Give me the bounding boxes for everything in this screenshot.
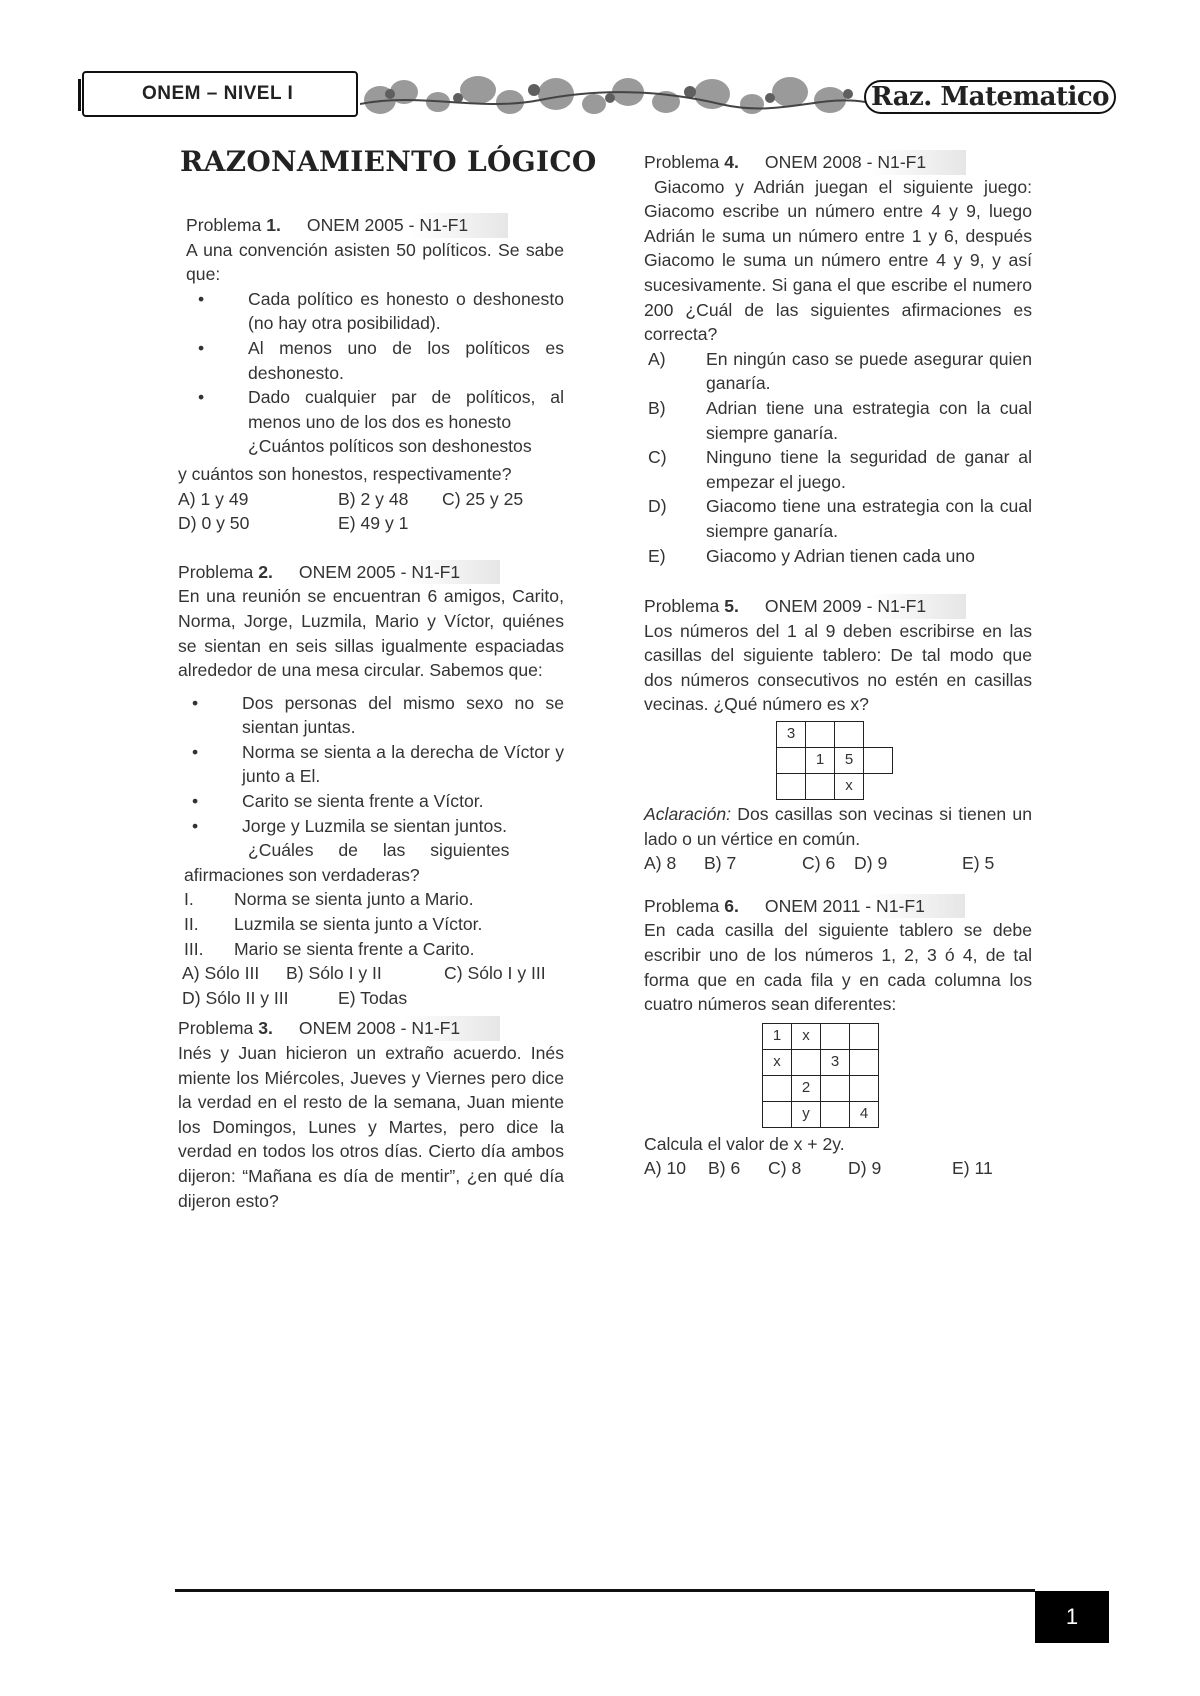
board-cell <box>850 1023 879 1049</box>
leaf-vine-decoration <box>360 64 865 128</box>
problem-4 <box>644 150 1032 568</box>
board-cell <box>763 1075 792 1101</box>
page-number: 1 <box>1035 1591 1109 1643</box>
problem-2-options: A) Sólo III B) Sólo I y II C) Sólo I y III <box>182 963 546 984</box>
problem-2 <box>178 560 564 1011</box>
header-section-label <box>82 71 358 117</box>
problem-5-note: Aclaración: Dos casillas son vecinas si tienen un lado o un vértice en común. <box>644 804 1032 849</box>
board-cell: x <box>763 1049 792 1075</box>
problem-5-options: A) 8 B) 7 C) 6 D) 9 E) 5 <box>644 853 995 874</box>
problem-2-heading: Problema 2. ONEM 2005 - N1-F1 <box>178 560 500 585</box>
header-subject-label: Raz. Matematico <box>864 80 1116 114</box>
problem-2-question-cont: afirmaciones son verdaderas? <box>184 864 420 885</box>
problem-2-bullet: • Carito se sienta frente a Víctor. <box>192 791 484 812</box>
board-cell: y <box>792 1101 821 1127</box>
board-cell: 4 <box>850 1101 879 1127</box>
problem-6-options: A) 10 B) 6 C) 8 D) 9 E) 11 <box>644 1158 993 1179</box>
board-cell <box>821 1101 850 1127</box>
problem-1-bullet: • Al menos uno de los políticos es deshonesto. <box>198 337 564 383</box>
board-cell <box>821 1023 850 1049</box>
problem-4-option: E) Giacomo y Adrian tienen cada uno <box>648 545 975 566</box>
board-cell <box>777 748 806 774</box>
problem-2-intro: En una reunión se encuentran 6 amigos, Carito, Norma, Jorge, Luzmila, Mario y Víctor, quiénes se sientan en seis sillas igualmente espaciadas alrededor de una mesa circular. Sabemos que: <box>178 586 564 681</box>
right-column <box>644 150 1032 1181</box>
problem-4-option: C) Ninguno tiene la seguridad de ganar al empezar el juego. <box>648 447 1032 492</box>
problem-6 <box>644 894 1032 1181</box>
problem-1-intro: A una convención asisten 50 políticos. Se sabe que: <box>186 239 564 285</box>
problem-4-heading: Problema 4. ONEM 2008 - N1-F1 <box>644 150 966 175</box>
problem-6-question: Calcula el valor de x + 2y. <box>644 1133 845 1154</box>
board-cell <box>821 1075 850 1101</box>
problem-2-statement: III. Mario se sienta frente a Carito. <box>184 938 475 959</box>
board-cell: 1 <box>806 748 835 774</box>
board-cell <box>806 722 835 748</box>
problem-6-text: En cada casilla del siguiente tablero se debe escribir uno de los números 1, 2, 3 ó 4, de tal forma que en cada fila y en cada columna los cuatro números sean diferentes: <box>644 920 1032 1015</box>
problem-4-option: D) Giacomo tiene una estrategia con la cual siempre ganaría. <box>648 496 1032 541</box>
board-cell: x <box>835 774 864 800</box>
problem-2-bullet: • Jorge y Luzmila se sientan juntos. <box>192 815 508 836</box>
board-cell <box>806 774 835 800</box>
problem-1-options: A) 1 y 49 B) 2 y 48 C) 25 y 25 <box>178 488 524 509</box>
board-cell <box>792 1049 821 1075</box>
board-cell: 5 <box>835 748 864 774</box>
problem-3-heading: Problema 3. ONEM 2008 - N1-F1 <box>178 1016 500 1041</box>
board-cell: x <box>792 1023 821 1049</box>
problem-3-text: Inés y Juan hicieron un extraño acuerdo. Inés miente los Miércoles, Jueves y Viernes pero dice la verdad en el resto de la semana, Juan miente los Domingos, Lunes y Martes, pero dice la verdad en todos los otros días. Cierto día ambos dijeron: “Mañana es día de mentir”, ¿en qué día dijeron esto? <box>178 1043 564 1211</box>
board-cell <box>763 1101 792 1127</box>
problem-3 <box>178 1016 564 1213</box>
problem-5-text: Los números del 1 al 9 deben escribirse en las casillas del siguiente tablero: De tal modo que dos números consecutivos no estén en casillas vecinas. ¿Qué número es x? <box>644 620 1032 715</box>
problem-1-options: D) 0 y 50 E) 49 y 1 <box>178 513 409 534</box>
problem-1-question-cont: y cuántos son honestos, respectivamente? <box>178 463 512 484</box>
problem-1-bullet: • Dado cualquier par de políticos, al menos uno de los dos es honesto <box>198 387 564 432</box>
board-cell <box>835 722 864 748</box>
problem-2-statement: I. Norma se sienta junto a Mario. <box>184 889 474 910</box>
board-cell <box>777 774 806 800</box>
problem-4-option: B) Adrian tiene una estrategia con la cual siempre ganaría. <box>648 397 1032 443</box>
board-cell: 1 <box>763 1023 792 1049</box>
problem-6-heading: Problema 6. ONEM 2011 - N1-F1 <box>644 894 965 919</box>
problem-1-bullet: • Cada político es honesto o deshonesto (no hay otra posibilidad). <box>198 288 564 334</box>
problem-4-text: Giacomo y Adrián juegan el siguiente juego: Giacomo escribe un número entre 4 y 9, luego Adrián le suma un número entre 1 y 6, después Giacomo le suma un número entre 4 y 9, y así sucesivamente. Si gana el que escribe el numero 200 ¿Cuál de las siguientes afirmaciones es correcta? <box>644 176 1032 345</box>
problem-6-board <box>762 1023 879 1128</box>
problem-5-board <box>776 721 893 800</box>
problem-4-option: A) En ningún caso se puede asegurar quien ganaría. <box>648 348 1032 394</box>
problem-2-question: ¿Cuáles de las siguientes <box>248 840 510 861</box>
problem-5-heading: Problema 5. ONEM 2009 - N1-F1 <box>644 594 966 619</box>
page-title: RAZONAMIENTO LÓGICO <box>180 145 597 178</box>
problem-2-bullet: • Dos personas del mismo sexo no se sientan juntas. <box>192 692 564 738</box>
footer-rule <box>175 1589 1035 1592</box>
problem-1-question: ¿Cuántos políticos son deshonestos <box>248 436 532 457</box>
board-cell: 3 <box>777 722 806 748</box>
header-level-text: ONEM – NIVEL I <box>142 83 294 104</box>
problem-1 <box>178 213 564 536</box>
board-cell: 3 <box>821 1049 850 1075</box>
problem-2-options: D) Sólo II y III E) Todas <box>182 987 408 1008</box>
board-cell: 2 <box>792 1075 821 1101</box>
problem-2-bullet: • Norma se sienta a la derecha de Víctor y junto a El. <box>192 741 564 787</box>
board-cell <box>850 1049 879 1075</box>
left-column <box>178 213 564 1213</box>
problem-5 <box>644 594 1032 876</box>
board-cell <box>864 748 893 774</box>
problem-2-statement: II. Luzmila se sienta junto a Víctor. <box>184 914 483 935</box>
board-cell <box>850 1075 879 1101</box>
problem-1-heading: Problema 1. ONEM 2005 - N1-F1 <box>186 213 508 238</box>
